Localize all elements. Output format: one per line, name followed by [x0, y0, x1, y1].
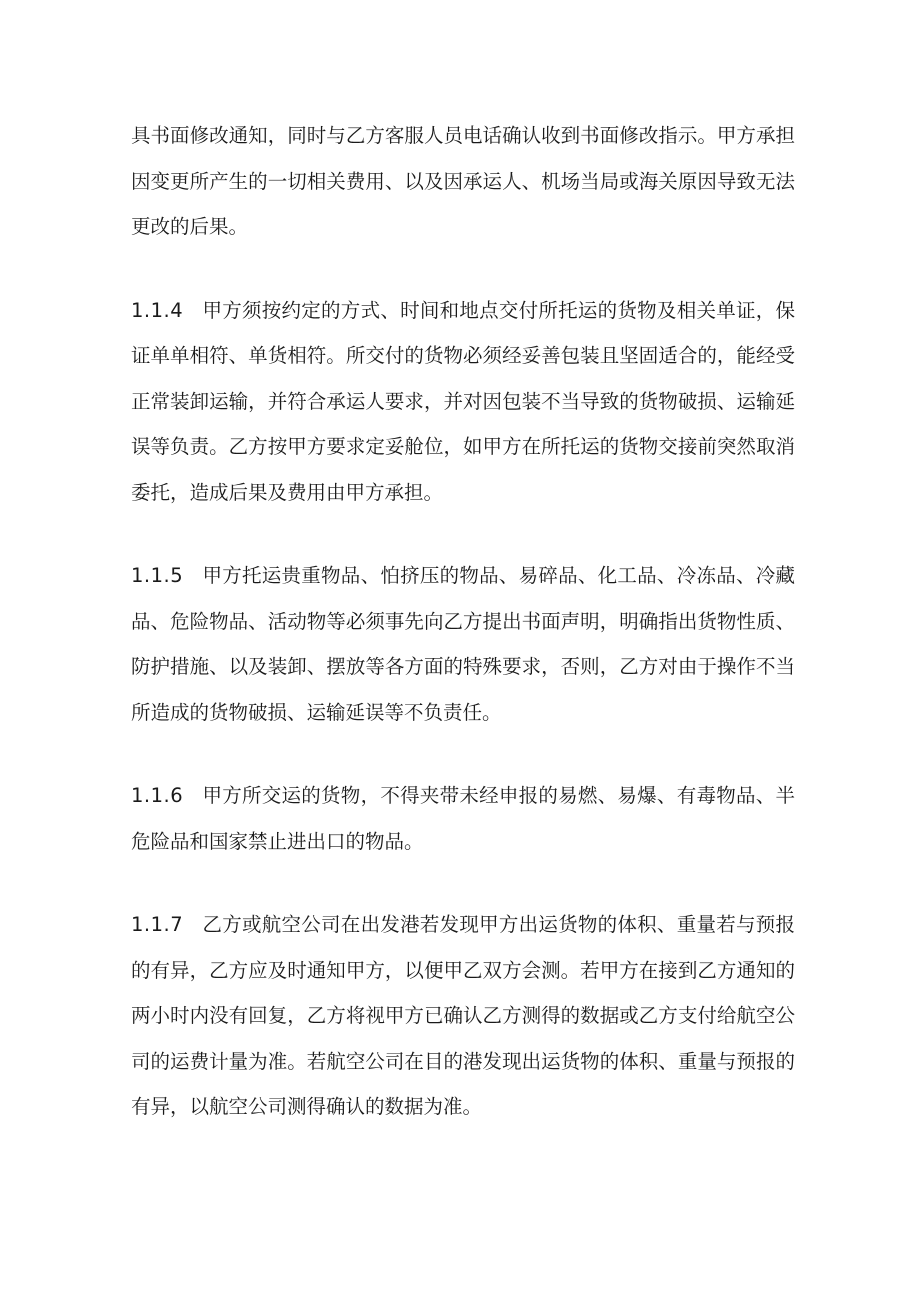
- clause-text: 甲方托运贵重物品、怕挤压的物品、易碎品、化工品、冷冻品、冷藏品、危险物品、活动物等必须事先向乙方提出书面声明，明确指出货物性质、防护措施、以及装卸、摆放等各方面的特殊要求，否则，乙方对由于操作不当所造成的货物破损、运输延误等不负责任。: [131, 564, 795, 724]
- clause-text: 乙方或航空公司在出发港若发现甲方出运货物的体积、重量若与预报的有异，乙方应及时通知甲方，以便甲乙双方会测。若甲方在接到乙方通知的两小时内没有回复，乙方将视甲方已确认乙方测得的数据或乙方支付给航空公司的运费计量为准。若航空公司在目的港发现出运货物的体积、重量与预报的有异，以航空公司测得确认的数据为准。: [131, 913, 795, 1118]
- paragraph-continuation: [131, 113, 795, 250]
- clause-number: 1.1.7: [131, 913, 184, 936]
- document-body: [131, 113, 795, 1130]
- clause-1-1-5: [131, 553, 795, 735]
- clause-1-1-4: [131, 288, 795, 516]
- clause-number: 1.1.4: [131, 298, 184, 322]
- clause-text: 甲方须按约定的方式、时间和地点交付所托运的货物及相关单证，保证单单相符、单货相符。所交付的货物必须经妥善包装且坚固适合的，能经受正常装卸运输，并符合承运人要求，并对因包装不当导致的货物破损、运输延误等负责。乙方按甲方要求定妥舱位，如甲方在所托运的货物交接前突然取消委托，造成后果及费用由甲方承担。: [131, 298, 795, 504]
- clause-1-1-6: [131, 773, 795, 864]
- paragraph-text: 具书面修改通知，同时与乙方客服人员电话确认收到书面修改指示。甲方承担因变更所产生的一切相关费用、以及因承运人、机场当局或海关原因导致无法更改的后果。: [131, 124, 795, 238]
- clause-number: 1.1.5: [131, 564, 184, 587]
- clause-number: 1.1.6: [131, 784, 184, 807]
- clause-1-1-7: [131, 902, 795, 1130]
- clause-text: 甲方所交运的货物，不得夹带未经申报的易燃、易爆、有毒物品、半危险品和国家禁止进出口的物品。: [131, 784, 795, 853]
